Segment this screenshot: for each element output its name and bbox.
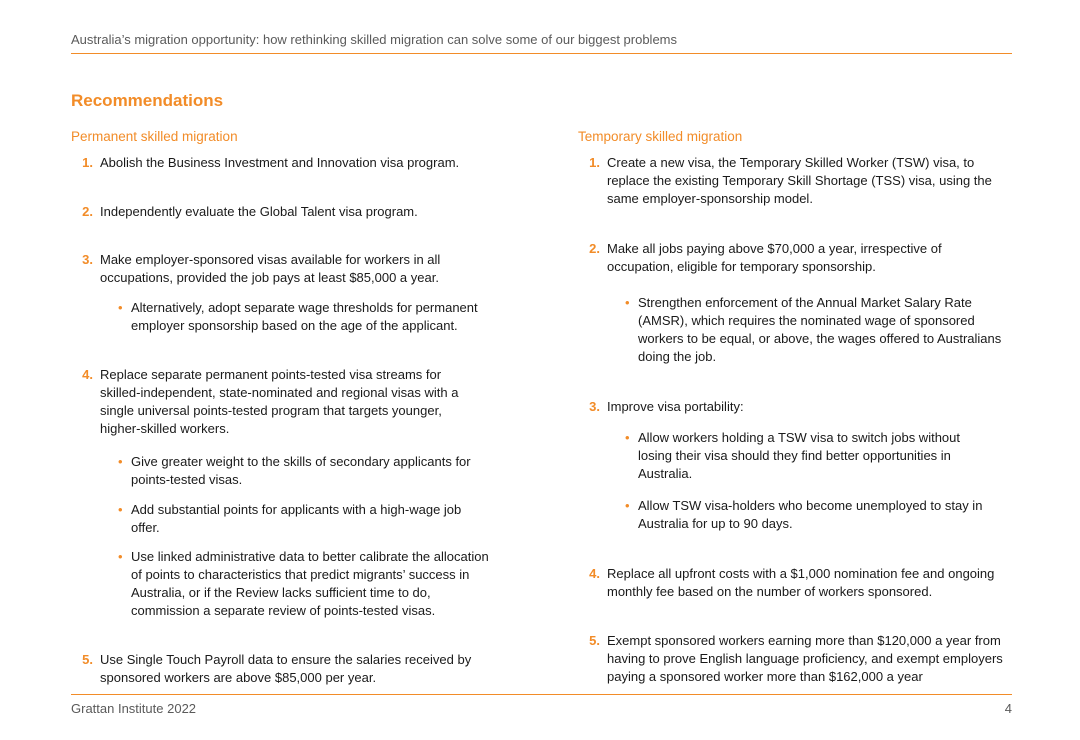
list-item (71, 251, 501, 287)
bullet-text: Allow TSW visa-holders who become unemployed to stay in Australia for up to 90 days. (638, 498, 983, 531)
item-text: Replace all upfront costs with a $1,000 nomination fee and ongoing monthly fee based on the number of workers sponsored. (607, 566, 995, 599)
list-item (71, 366, 501, 438)
item-number: 4. (82, 367, 93, 382)
bullet-icon: • (625, 295, 630, 310)
item-text: Make all jobs paying above $70,000 a year, irrespective of occupation, eligible for temporary sponsorship. (607, 241, 942, 274)
item-number: 1. (82, 155, 93, 170)
column-heading-permanent: Permanent skilled migration (71, 129, 238, 144)
bullet-icon: • (625, 498, 630, 513)
bullet-text: Give greater weight to the skills of secondary applicants for points-tested visas. (131, 454, 471, 487)
item-number: 4. (589, 566, 600, 581)
list-item (578, 632, 1013, 686)
item-text: Use Single Touch Payroll data to ensure the salaries received by sponsored workers are above $85,000 per year. (100, 652, 472, 685)
item-number: 1. (589, 155, 600, 170)
list-item (71, 651, 501, 687)
list-item (578, 565, 1013, 601)
bullet-icon: • (118, 454, 123, 469)
permanent-column (71, 128, 501, 154)
list-item (578, 240, 1013, 276)
list-item (578, 398, 1013, 416)
section-title: Recommendations (71, 91, 224, 110)
page-number: 4 (1004, 701, 1012, 716)
bullet-text: Use linked administrative data to better calibrate the allocation of points to characteristics that predict migrants’ success in Australia, or if the Review lacks sufficient time to do, commission a separate review of points-tested visas. (131, 549, 489, 618)
bullet-text: Strengthen enforcement of the Annual Market Salary Rate (AMSR), which requires the nominated wage of sponsored workers to be equal, or above, the wages offered to Australians doing the job. (638, 295, 1002, 364)
bullet-icon: • (625, 430, 630, 445)
bullet-icon: • (118, 502, 123, 517)
bullet-text: Add substantial points for applicants with a high-wage job offer. (131, 502, 462, 535)
item-number: 5. (82, 652, 93, 667)
column-heading-temporary: Temporary skilled migration (578, 129, 743, 144)
item-number: 2. (82, 204, 93, 219)
running-header: Australia’s migration opportunity: how rethinking skilled migration can solve some of our biggest problems (71, 32, 1012, 54)
list-item (71, 154, 501, 172)
item-text: Make employer-sponsored visas available for workers in all occupations, provided the job pays at least $85,000 a year. (100, 252, 441, 285)
list-item (578, 154, 1013, 208)
temporary-column (578, 128, 1013, 154)
item-number: 2. (589, 241, 600, 256)
item-text: Independently evaluate the Global Talent visa program. (100, 204, 418, 219)
item-text: Improve visa portability: (607, 399, 744, 414)
item-text: Abolish the Business Investment and Innovation visa program. (100, 155, 460, 170)
list-item (71, 203, 501, 221)
footer-org: Grattan Institute 2022 (71, 701, 197, 716)
bullet-text: Alternatively, adopt separate wage thresholds for permanent employer sponsorship based on the age of the applicant. (131, 300, 478, 333)
bullet-icon: • (118, 300, 123, 315)
item-text: Create a new visa, the Temporary Skilled Worker (TSW) visa, to replace the existing Temporary Skill Shortage (TSS) visa, using the same employer-sponsorship model. (607, 155, 992, 206)
item-number: 3. (589, 399, 600, 414)
bullet-text: Allow workers holding a TSW visa to switch jobs without losing their visa should they find better opportunities in Australia. (638, 430, 960, 481)
item-text: Replace separate permanent points-tested visa streams for skilled-independent, state-nominated and regional visas with a single universal points-tested program that targets younger, higher-skilled workers. (100, 367, 459, 436)
item-text: Exempt sponsored workers earning more than $120,000 a year from having to prove English language proficiency, and exempt employers paying a sponsored worker more than $162,000 a year (607, 633, 1003, 684)
page-footer (71, 694, 1012, 716)
item-number: 5. (589, 633, 600, 648)
bullet-icon: • (118, 549, 123, 564)
item-number: 3. (82, 252, 93, 267)
